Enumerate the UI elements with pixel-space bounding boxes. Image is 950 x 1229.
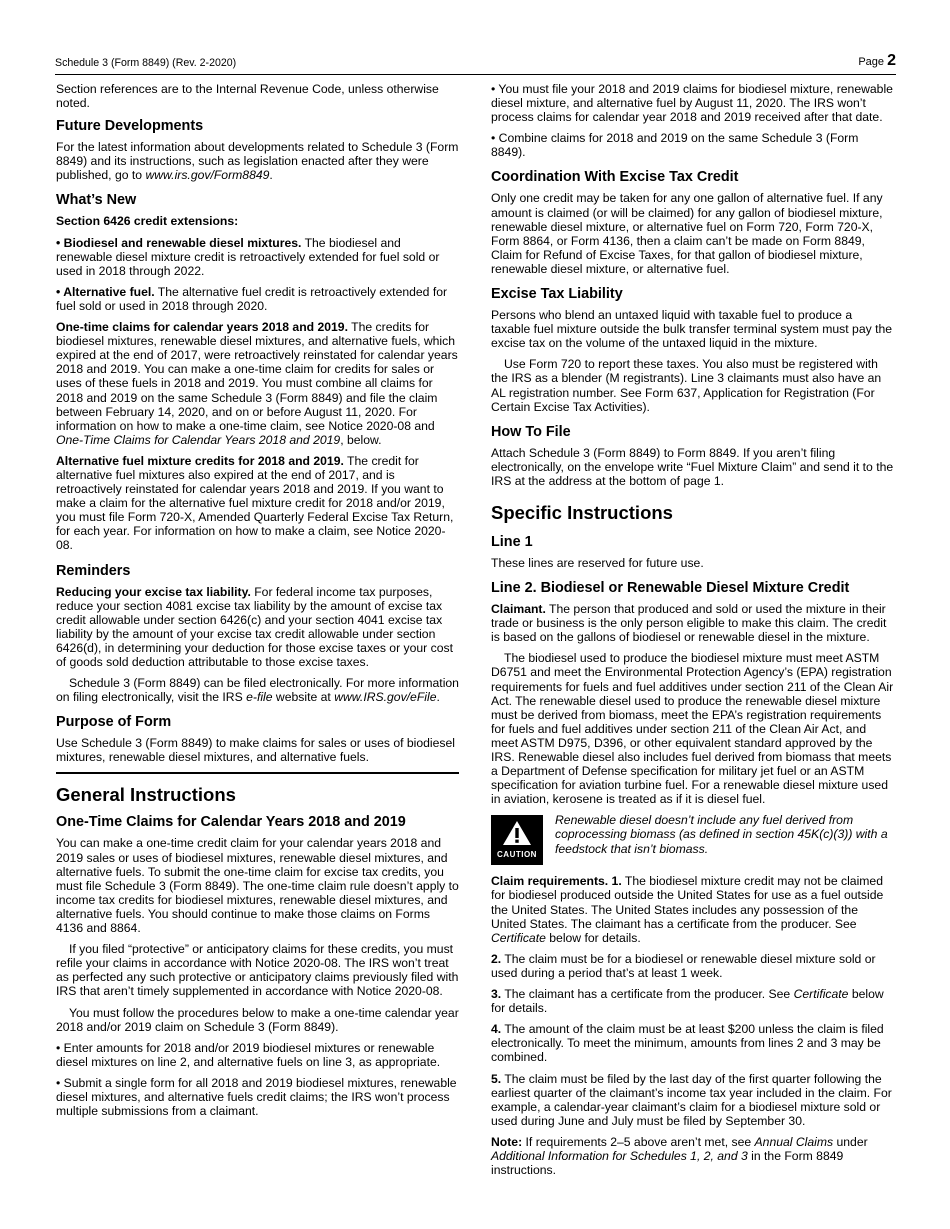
text: The amount of the claim must be at least $200 unless the claim is filed electronically. To meet the minimum, amounts from lines 2 and 3 may be combined. [491, 1022, 884, 1065]
italic-ref: Additional Information for Schedules 1, 2, and 3 [491, 1148, 748, 1163]
bold-lead: Note: [491, 1134, 523, 1149]
irs-form-link[interactable]: www.irs.gov/Form8849 [145, 168, 270, 183]
excise-liability-heading: Excise Tax Liability [491, 286, 623, 303]
bold-lead: One-time claims for calendar years 2018 and 2019. [56, 320, 348, 335]
text: The claim must be for a biodiesel or renewable diesel mixture sold or used during a period that’s at least 1 week. [491, 951, 876, 980]
general-paragraph-1: You can make a one-time credit claim for your calendar years 2018 and 2019 sales or uses of biodiesel mixtures, renewable diesel mixtures, and alternative fuels. To submit the one-time claim for excise tax credits, you must file Schedule 3 (Form 8849). The one-time claim rule doesn’t apply to income tax credits for biodiesel mixtures, renewable diesel mixtures, and alternative fuels. You should continue to make those claims on Forms 4136 and 8864. [56, 836, 459, 936]
excise-liability-paragraph-1: Persons who blend an untaxed liquid with taxable fuel to produce a taxable fuel mixture outside the bulk transfer terminal system must pay the excise tax on the volume of the untaxed liquid in the mixture. [491, 308, 893, 351]
text: The alternative fuel credit is retroactively extended for fuel sold or used in 2018 through 2020. [56, 284, 448, 313]
page-number: 2 [887, 52, 896, 69]
italic-ref: Annual Claims [754, 1134, 834, 1149]
bullet-single-form: • Submit a single form for all 2018 and 2019 biodiesel mixtures, renewable diesel mixtures, and alternative fuels credit claims; the IRS won’t process multiple submissions from a claimant. [56, 1075, 457, 1119]
claimant-paragraph [491, 602, 894, 644]
text: The biodiesel and renewable diesel mixture credit is retroactively extended for fuel sold or used in 2018 through 2022. [56, 235, 440, 278]
excise-liability-paragraph-2: Use Form 720 to report these taxes. You also must be registered with the IRS as a blender (M registrants). Line 3 claimants must also have an AL registration number. See Form 637, Application for Registration (For Certain Excise Tax Activities). [491, 357, 882, 414]
bullet-file-deadline: • You must file your 2018 and 2019 claims for biodiesel mixture, renewable diesel mixture, and alternative fuel by August 11, 2020. The IRS won’t process claims for calendar year 2018 and 2019 received after that date. [491, 82, 893, 125]
bold-lead: • Biodiesel and renewable diesel mixtures. [56, 235, 302, 250]
text: The credits for biodiesel mixtures, renewable diesel mixtures, and alternative fuels, which expired at the end of 2017, were retroactively reinstated for calendar years 2018 and 2019. You can make a one-time claim for credits for sales or uses of these fuels in 2018 and 2019. You must combine all claims for 2018 and 2019 on the same Schedule 3 (Form 8849) and file the claim between February 14, 2020, and on or before August 11, 2020. For information on how to make a one-time claim, see Notice 2020-08 and [56, 320, 458, 433]
page-indicator [858, 52, 896, 70]
italic-ref: e-file [246, 690, 273, 705]
subhead-text: Section 6426 credit extensions: [56, 214, 239, 229]
text: For the latest information about developments related to Schedule 3 (Form 8849) and its instructions, such as legislation enacted after they were published, go to [56, 140, 459, 183]
caution-label: CAUTION [497, 850, 537, 860]
general-paragraph-3: You must follow the procedures below to make a one-time calendar year 2018 and/or 2019 claim on Schedule 3 (Form 8849). [56, 1005, 459, 1034]
intro-paragraph: Section references are to the Internal Revenue Code, unless otherwise noted. [56, 82, 439, 111]
alt-fuel-mixture-paragraph [56, 454, 459, 553]
whats-new-heading: What’s New [56, 192, 137, 209]
coordination-paragraph: Only one credit may be taken for any one gallon of alternative fuel. If any amount is claimed (or will be claimed) for any gallon of biodiesel mixture, renewable diesel mixture, or alternative fuel on Form 720, Form 720-X, Form 8864, or Form 4136, then a claim can’t be made on Form 8849, Claim for Refund of Excise Taxes, for that gallon of biodiesel mixture, renewable diesel mixture, or alternative fuel. [491, 191, 883, 276]
text: The person that produced and sold or used the mixture in their trade or business is the only person eligible to make this claim. The credit is based on the gallons of biodiesel or renewable diesel in the mixture. [491, 602, 887, 645]
item-number: 3. [491, 987, 502, 1002]
form-identifier: Schedule 3 (Form 8849) (Rev. 2-2020) [55, 57, 237, 69]
biodiesel-extension-item [56, 236, 459, 278]
text: If requirements 2–5 above aren’t met, see [522, 1134, 755, 1149]
italic-ref: Certificate [793, 987, 849, 1002]
alternative-fuel-item [56, 285, 459, 313]
one-time-claims-paragraph [56, 320, 459, 447]
reducing-liability-paragraph [56, 585, 459, 670]
page-word: Page [858, 56, 885, 68]
bold-lead: Reducing your excise tax liability. [56, 584, 251, 599]
coordination-heading: Coordination With Excise Tax Credit [491, 169, 739, 186]
item-number: 5. [491, 1071, 502, 1086]
italic-ref: Certificate [491, 930, 546, 945]
page-header [55, 52, 896, 75]
caution-text: Renewable diesel doesn’t include any fuel derived from coprocessing biomass (as defined in section 45K(c)(3)) with a feedstock that isn’t biomass. [555, 813, 888, 856]
text: below for details. [491, 987, 884, 1016]
line-2-heading: Line 2. Biodiesel or Renewable Diesel Mixture Credit [491, 580, 850, 597]
item-number: 2. [491, 951, 502, 966]
italic-ref: One-Time Claims for Calendar Years 2018 and 2019 [56, 432, 341, 447]
section-divider [56, 772, 459, 774]
text: Schedule 3 (Form 8849) can be filed electronically. For more information on filing electronically, visit the IRS [56, 676, 459, 705]
efile-link[interactable]: www.IRS.gov/eFile [334, 690, 437, 705]
text: . [436, 690, 440, 705]
left-column [56, 82, 459, 1125]
text: , below. [340, 432, 382, 447]
text: The claim must be filed by the last day of the first quarter following the earliest quarter of the claimant’s income tax year included in the claim. For example, a calendar-year claimant’s claim for a biodiesel mixture sold or used during June and July must be filed by September 30. [491, 1071, 892, 1128]
bold-lead: Claimant. [491, 602, 546, 617]
text: in the Form 8849 instructions. [491, 1148, 844, 1178]
bold-lead: • Alternative fuel. [56, 284, 155, 299]
purpose-paragraph: Use Schedule 3 (Form 8849) to make claims for sales or uses of biodiesel mixtures, renewable diesel mixtures, and alternative fuels. [56, 736, 455, 765]
text: For federal income tax purposes, reduce your section 4081 excise tax liability by the amount of excise tax credit allowable under section 6426(c) and your section 4041 excise tax liability by the amount of your excise tax credit allowable under section 6426(d), in determining your deduction for those excise taxes or your cost of goods sold deduction attributable to those excise taxes. [56, 584, 453, 669]
bold-lead: Claim requirements. 1. [491, 874, 622, 889]
bold-lead: Alternative fuel mixture credits for 2018 and 2019. [56, 453, 344, 468]
purpose-heading: Purpose of Form [56, 714, 172, 731]
claim-requirement-4 [491, 1022, 894, 1064]
bullet-enter-amounts: • Enter amounts for 2018 and/or 2019 biodiesel mixtures or renewable diesel mixtures on line 2, and alternative fuels on line 3, as appropriate. [56, 1040, 441, 1069]
efile-paragraph [56, 676, 459, 704]
claim-requirement-3 [491, 987, 894, 1015]
biodiesel-requirements-paragraph: The biodiesel used to produce the biodiesel mixture must meet ASTM D6751 and meet the Environmental Protection Agency’s (EPA) registration requirements for fuels and fuel additives under section 211 of the Clean Air Act. The renewable diesel used to produce the renewable diesel mixture must be derived from biomass, meet the EPA’s registration requirements for fuels and fuel additives under section 211 of the Clean Air Act, and meet ASTM D975, D396, or other equivalent standard approved by the IRS. Renewable diesel also includes fuel derived from biomass that meets a Department of Defense specification for military jet fuel or an ASTM specification for aviation turbine fuel. For a renewable diesel mixture used in aviation, kerosene is treated as if it is diesel fuel. [491, 651, 894, 807]
caution-notice [491, 813, 894, 865]
right-column [491, 82, 894, 1184]
general-paragraph-2: If you filed “protective” or anticipatory claims for these credits, you must refile your claims in accordance with Notice 2020-08. The IRS won’t treat as perfected any such protective or anticipatory claims previously filed with IRS that aren’t timely supplemented in accordance with Notice 2020-08. [56, 942, 459, 999]
how-to-file-paragraph: Attach Schedule 3 (Form 8849) to Form 8849. If you aren’t filing electronically, on the envelope write “Fuel Mixture Claim” and send it to the IRS at the address at the bottom of page 1. [491, 445, 894, 488]
warning-icon [502, 820, 532, 846]
line-1-heading: Line 1 [491, 533, 533, 550]
claim-requirement-2 [491, 952, 894, 980]
claim-requirement-5 [491, 1072, 894, 1128]
how-to-file-heading: How To File [491, 423, 571, 440]
text: The claimant has a certificate from the producer. See [501, 987, 794, 1002]
specific-instructions-heading: Specific Instructions [491, 501, 673, 523]
one-time-claims-heading: One-Time Claims for Calendar Years 2018 and 2019 [56, 814, 406, 831]
caution-badge [491, 815, 543, 865]
claim-requirement-1 [491, 874, 894, 944]
bullet-combine-claims: • Combine claims for 2018 and 2019 on the same Schedule 3 (Form 8849). [491, 131, 859, 160]
text: website at [272, 690, 335, 705]
future-developments-heading: Future Developments [56, 118, 204, 135]
text: . [269, 168, 273, 183]
line-1-paragraph: These lines are reserved for future use. [491, 555, 704, 570]
item-number: 4. [491, 1022, 502, 1037]
text: below for details. [545, 930, 641, 945]
text: under [833, 1134, 868, 1149]
note-paragraph [491, 1135, 894, 1177]
text: The credit for alternative fuel mixtures also expired at the end of 2017, and is retroactively reinstated for calendar years 2018 and 2019. If you want to make a claim for the alternative fuel mixture credit for 2018 and/or 2019, you must file Form 720-X, Amended Quarterly Federal Excise Tax Return, for each year. For information on how to make a claim, see Notice 2020-08. [56, 453, 454, 553]
future-developments-paragraph [56, 140, 459, 182]
reminders-heading: Reminders [56, 562, 131, 579]
credit-extensions-subhead [56, 214, 459, 228]
general-instructions-heading: General Instructions [56, 784, 236, 806]
text: The biodiesel mixture credit may not be claimed for biodiesel produced outside the United States for use as a fuel outside the United States. The United States includes any possession of the United States. The claimant has a certificate from the producer. See [491, 874, 884, 931]
